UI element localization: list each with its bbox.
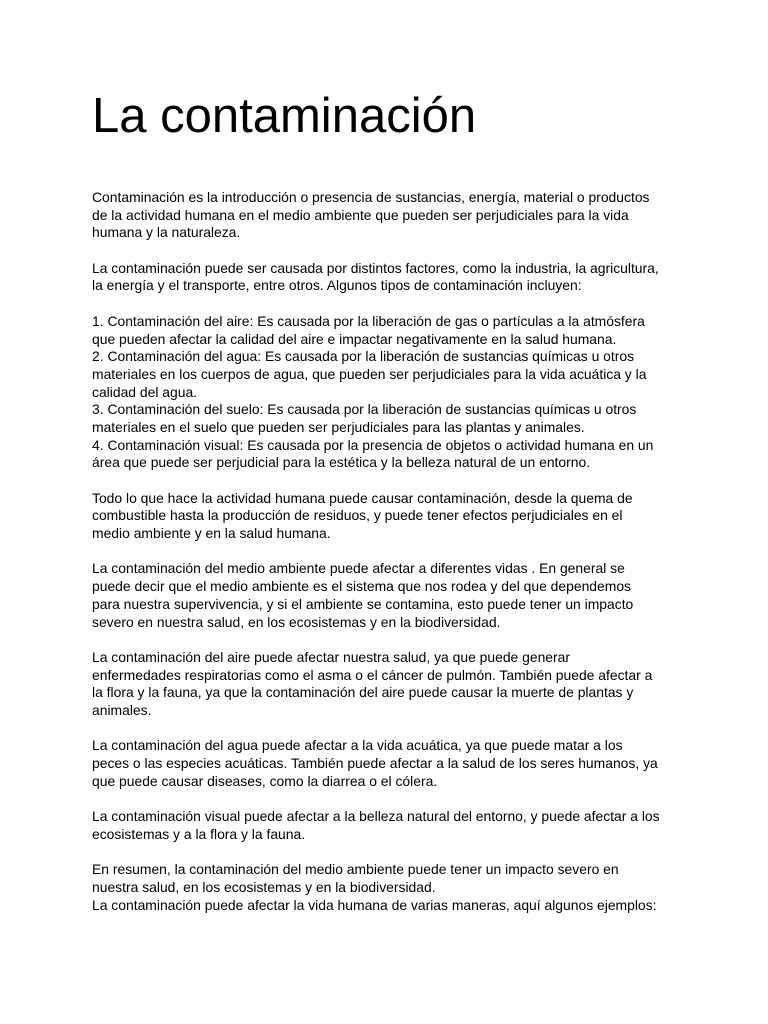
text-line: 2. Contaminación del agua: Es causada por la liberación de sustancias químicas u otros — [92, 348, 635, 365]
paragraph — [92, 649, 692, 720]
text-line: La contaminación del agua puede afectar a la vida acuática, ya que puede matar a los — [92, 737, 623, 754]
text-line: Todo lo que hace la actividad humana puede causar contaminación, desde la quema de — [92, 489, 633, 506]
document-body — [92, 189, 692, 914]
paragraph-gap — [92, 631, 692, 649]
text-line: La contaminación visual puede afectar a la belleza natural del entorno, y puede afectar a los — [92, 808, 660, 825]
text-line: que puede causar diseases, como la diarrea o el cólera. — [92, 772, 438, 789]
paragraph-gap — [92, 790, 692, 808]
paragraph-gap — [92, 720, 692, 738]
text-line: animales. — [92, 701, 152, 718]
text-line: medio ambiente y en la salud humana. — [92, 525, 331, 542]
text-line: 1. Contaminación del aire: Es causada por la liberación de gas o partículas a la atmósfera — [92, 312, 645, 329]
text-line: para nuestra supervivencia, y si el ambiente se contamina, esto puede tener un impacto — [92, 595, 634, 612]
text-line: 3. Contaminación del suelo: Es causada por la liberación de sustancias químicas u otros — [92, 401, 637, 418]
text-line: humana y la naturaleza. — [92, 224, 241, 241]
paragraph-gap — [92, 543, 692, 561]
text-line: la energía y el transporte, entre otros. Algunos tipos de contaminación incluyen: — [92, 277, 582, 294]
text-line: 4. Contaminación visual: Es causada por la presencia de objetos o actividad humana en un — [92, 436, 654, 453]
text-line: La contaminación del aire puede afectar nuestra salud, ya que puede generar — [92, 648, 571, 665]
text-line: La contaminación puede afectar la vida humana de varias maneras, aquí algunos ejemplos: — [92, 896, 657, 913]
paragraph-gap — [92, 472, 692, 490]
paragraph-gap — [92, 843, 692, 861]
paragraph — [92, 737, 692, 790]
text-line: La contaminación del medio ambiente puede afectar a diferentes vidas . En general se — [92, 560, 625, 577]
text-line: materiales en el suelo que pueden ser perjudiciales para las plantas y animales. — [92, 418, 585, 435]
paragraph — [92, 808, 692, 843]
text-line: En resumen, la contaminación del medio ambiente puede tener un impacto severo en — [92, 861, 619, 878]
page-title: La contaminación — [92, 89, 477, 143]
text-line: combustible hasta la producción de residuos, y puede tener efectos perjudiciales en el — [92, 507, 623, 524]
text-line: que pueden afectar la calidad del aire e impactar negativamente en la salud humana. — [92, 330, 617, 347]
paragraph-gap — [92, 295, 692, 313]
paragraph — [92, 260, 692, 295]
paragraph — [92, 313, 692, 472]
text-line: área que puede ser perjudicial para la estética y la belleza natural de un entorno. — [92, 454, 591, 471]
text-line: calidad del agua. — [92, 383, 198, 400]
text-line: la flora y la fauna, ya que la contaminación del aire puede causar la muerte de plantas y — [92, 684, 634, 701]
text-line: enfermedades respiratorias como el asma o el cáncer de pulmón. También puede afectar a — [92, 666, 653, 683]
text-line: de la actividad humana en el medio ambiente que pueden ser perjudiciales para la vida — [92, 206, 629, 223]
text-line: materiales en los cuerpos de agua, que pueden ser perjudiciales para la vida acuática y la — [92, 365, 647, 382]
text-line: peces o las especies acuáticas. También puede afectar a la salud de los seres humanos, ya — [92, 755, 658, 771]
paragraph — [92, 861, 692, 914]
paragraph — [92, 189, 692, 242]
text-line: La contaminación puede ser causada por distintos factores, como la industria, la agricultura, — [92, 259, 659, 276]
paragraph — [92, 560, 692, 631]
text-line: severo en nuestra salud, en los ecosistemas y en la biodiversidad. — [92, 613, 501, 630]
text-line: Contaminación es la introducción o presencia de sustancias, energía, material o productos — [92, 189, 650, 205]
text-line: nuestra salud, en los ecosistemas y en la biodiversidad. — [92, 878, 436, 895]
paragraph-gap — [92, 242, 692, 260]
text-line: puede decir que el medio ambiente es el sistema que nos rodea y del que dependemos — [92, 578, 632, 595]
text-line: ecosistemas y a la flora y la fauna. — [92, 825, 306, 842]
paragraph — [92, 490, 692, 543]
